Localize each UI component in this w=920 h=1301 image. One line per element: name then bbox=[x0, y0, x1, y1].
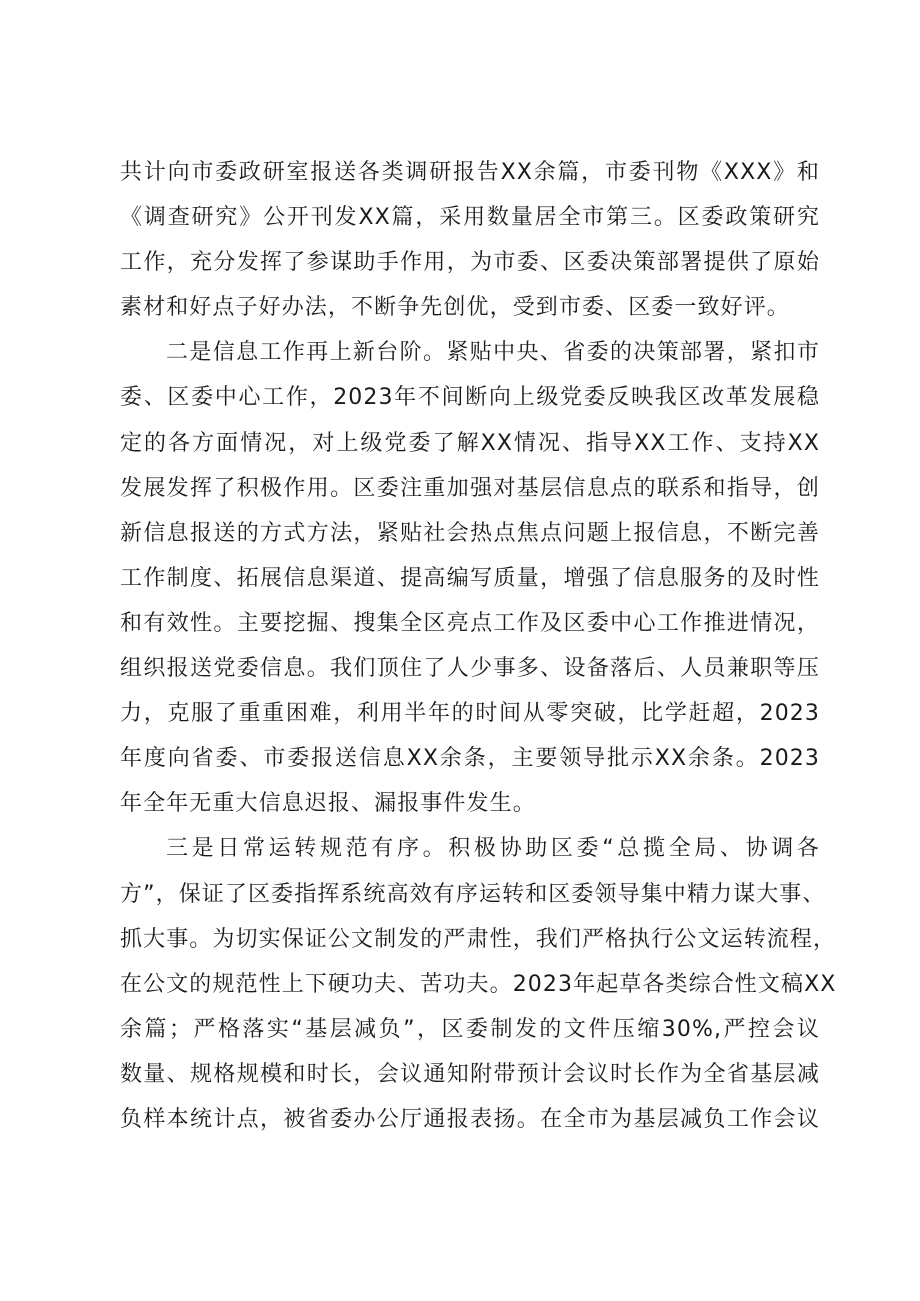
text-line: 新信息报送的方式方法，紧贴社会热点焦点问题上报信息，不断完善 bbox=[120, 520, 820, 546]
text-line: 发展发挥了积极作用。区委注重加强对基层信息点的联系和指导，创 bbox=[120, 475, 820, 501]
text-line: 余篇；严格落实“基层减负”，区委制发的文件压缩30%,严控会议 bbox=[120, 1016, 820, 1042]
text-line: 工作，充分发挥了参谋助手作用，为市委、区委决策部署提供了原始 bbox=[120, 250, 820, 276]
text-line: 定的各方面情况，对上级党委了解XX情况、指导XX工作、支持XX bbox=[120, 430, 820, 456]
text-line: 和有效性。主要挖掘、搜集全区亮点工作及区委中心工作推进情况， bbox=[120, 610, 820, 636]
text-line: 数量、规格规模和时长，会议通知附带预计会议时长作为全省基层减 bbox=[120, 1061, 820, 1087]
text-line: 共计向市委政研室报送各类调研报告XX余篇，市委刊物《XXX》和 bbox=[120, 160, 820, 185]
text-line: 在公文的规范性上下硬功夫、苦功夫。2023年起草各类综合性文稿XX bbox=[120, 971, 837, 997]
text-line: 组织报送党委信息。我们顶住了人少事多、设备落后、人员兼职等压 bbox=[120, 656, 820, 682]
text-line: 方”，保证了区委指挥系统高效有序运转和区委领导集中精力谋大事、 bbox=[120, 881, 826, 907]
text-line: 抓大事。为切实保证公文制发的严肃性，我们严格执行公文运转流程， bbox=[120, 926, 837, 952]
text-line: 素材和好点子好办法，不断争先创优，受到市委、区委一致好评。 bbox=[120, 295, 790, 321]
text-line: 三是日常运转规范有序。积极协助区委“总揽全局、协调各 bbox=[166, 836, 820, 862]
text-line: 年全年无重大信息迟报、漏报事件发生。 bbox=[120, 791, 536, 817]
text-line: 力，克服了重重困难，利用半年的时间从零突破，比学赶超，2023 bbox=[120, 701, 820, 727]
text-line: 年度向省委、市委报送信息XX余条，主要领导批示XX余条。2023 bbox=[120, 746, 820, 772]
text-line: 委、区委中心工作，2023年不间断向上级党委反映我区改革发展稳 bbox=[120, 385, 820, 411]
document-body bbox=[120, 150, 837, 1142]
text-line: 二是信息工作再上新台阶。紧贴中央、省委的决策部署，紧扣市 bbox=[166, 340, 820, 366]
text-line: 工作制度、拓展信息渠道、提高编写质量，增强了信息服务的及时性 bbox=[120, 565, 820, 591]
text-line: 《调查研究》公开刊发XX篇，采用数量居全市第三。区委政策研究 bbox=[120, 205, 820, 231]
text-line: 负样本统计点，被省委办公厅通报表扬。在全市为基层减负工作会议 bbox=[120, 1106, 820, 1132]
